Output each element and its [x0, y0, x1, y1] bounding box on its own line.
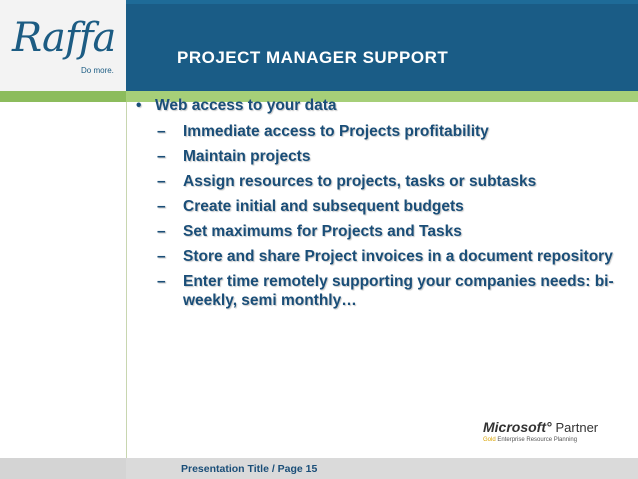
logo [0, 0, 126, 91]
dash-icon: – [157, 248, 166, 265]
sub-bullet-item [125, 122, 630, 141]
sub-bullet-item [125, 247, 630, 266]
bullet-icon: • [136, 97, 142, 114]
sub-bullet-text: Maintain projects [183, 148, 311, 165]
dash-icon: – [157, 173, 166, 190]
sub-bullet-text: Create initial and subsequent budgets [183, 198, 464, 215]
sub-bullet-item [125, 147, 630, 166]
partner-word: Partner [555, 420, 599, 435]
partner-gold-label: Gold [483, 437, 496, 443]
sub-bullet-item [125, 222, 630, 241]
title-band-top-rule [126, 0, 638, 4]
logo-wordmark: Raffa [12, 15, 116, 61]
sub-bullet-item [125, 197, 630, 216]
logo-tagline: Do more. [81, 66, 114, 75]
title-band [126, 0, 638, 91]
dash-icon: – [157, 198, 166, 215]
bullet-text: Web access to your data [155, 97, 337, 114]
partner-competency [483, 437, 633, 443]
bullet-item [125, 96, 630, 116]
partner-competency-text: Enterprise Resource Planning [497, 437, 578, 443]
footer-page-label: Presentation Title / Page 15 [181, 463, 318, 475]
page-title: PROJECT MANAGER SUPPORT [177, 48, 449, 67]
dash-icon: – [157, 123, 166, 140]
dash-icon: – [157, 223, 166, 240]
sub-bullet-text: Set maximums for Projects and Tasks [183, 223, 462, 240]
partner-brand [483, 420, 633, 434]
dash-icon: – [157, 148, 166, 165]
partner-brand-name: Microsoft [483, 419, 546, 435]
sub-bullet-item [125, 172, 630, 191]
dash-icon: – [157, 273, 166, 290]
sub-bullet-text: Immediate access to Projects profitability [183, 123, 489, 140]
microsoft-partner-logo [483, 420, 633, 450]
partner-mark: ° [546, 419, 556, 435]
sub-bullet-text: Enter time remotely supporting your companies needs: bi-weekly, semi monthly… [183, 273, 614, 309]
sub-bullet-text: Store and share Project invoices in a document repository [183, 248, 613, 265]
sub-bullet-item [125, 272, 630, 310]
sub-bullet-text: Assign resources to projects, tasks or subtasks [183, 173, 537, 190]
bullet-list [125, 96, 630, 310]
